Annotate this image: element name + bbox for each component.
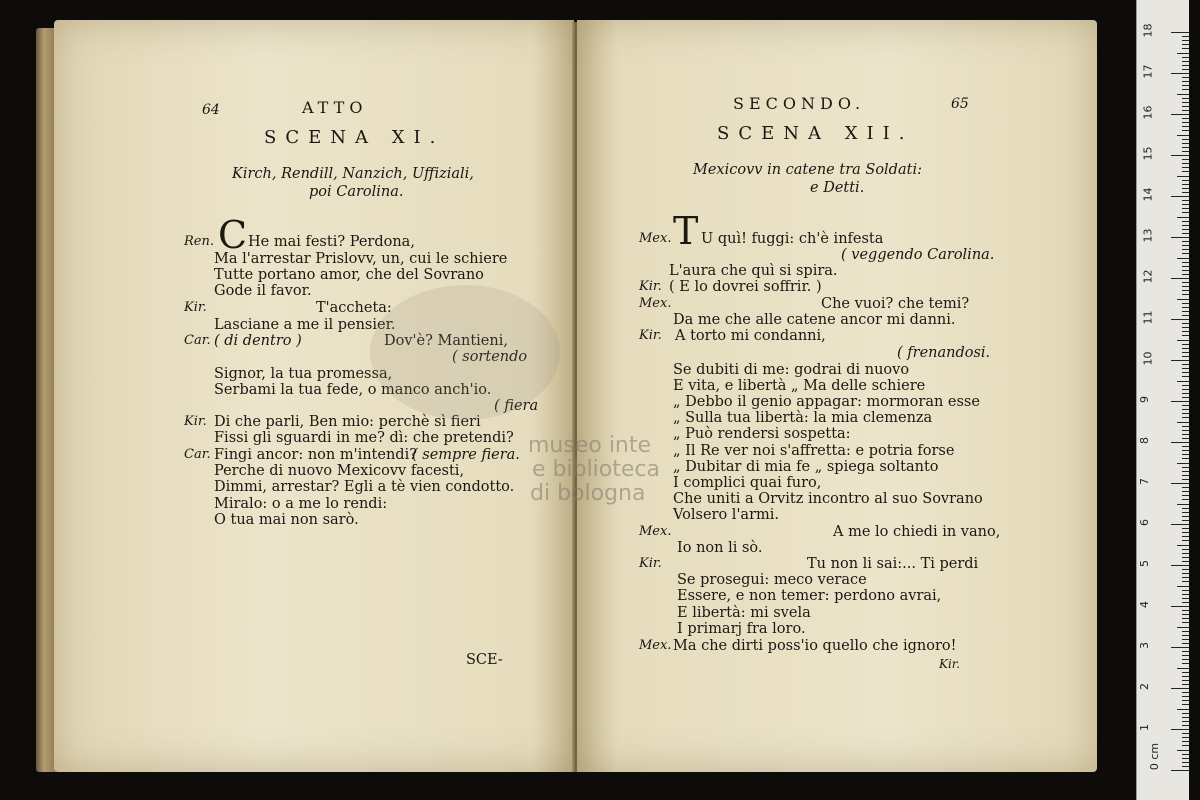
ruler-tick xyxy=(1182,536,1189,537)
ruler-tick xyxy=(1182,676,1189,677)
ruler-tick xyxy=(1182,106,1189,107)
ruler-tick xyxy=(1182,684,1189,685)
ruler-tick xyxy=(1182,188,1189,189)
ruler-tick xyxy=(1171,688,1189,689)
ruler-tick xyxy=(1182,475,1189,476)
ruler-tick xyxy=(1182,163,1189,164)
ruler-tick xyxy=(1182,335,1189,336)
ruler-label: 11 xyxy=(1141,310,1155,325)
verse-line: Serbami la tua fede, o manco anch'io. xyxy=(214,382,492,398)
ruler-label: 7 xyxy=(1138,478,1151,485)
catchword: SCE- xyxy=(466,652,503,668)
catchword: Kir. xyxy=(939,657,961,671)
ruler-tick xyxy=(1182,733,1189,734)
ruler-tick xyxy=(1182,754,1189,755)
verse-line: Ma l'arrestar Prislovv, un, cui le schiere xyxy=(214,251,508,267)
ruler-tick xyxy=(1182,204,1189,205)
ruler-tick xyxy=(1182,192,1189,193)
ruler-tick xyxy=(1182,557,1189,558)
verse-line: Ma che dirti poss'io quello che ignoro! xyxy=(673,638,957,654)
ruler-label: 2 xyxy=(1138,683,1151,690)
ruler-tick xyxy=(1182,352,1189,353)
ruler-tick xyxy=(1182,762,1189,763)
drop-cap: T xyxy=(673,209,699,253)
ruler-tick xyxy=(1171,73,1189,74)
verse-line: „ Può rendersi sospetta: xyxy=(673,426,851,442)
ruler-tick xyxy=(1182,458,1189,459)
ruler-tick xyxy=(1177,299,1189,300)
speaker-label: Kir. xyxy=(184,414,207,429)
verse-line: Lasciane a me il pensier. xyxy=(214,317,396,333)
ruler-tick xyxy=(1171,524,1189,525)
ruler-tick xyxy=(1182,303,1189,304)
ruler-tick xyxy=(1182,618,1189,619)
verse-line: Dimmi, arrestar? Egli a tè vien condotto. xyxy=(214,479,515,495)
verse-line: He mai festi? Perdona, xyxy=(248,234,415,250)
ruler-tick xyxy=(1182,569,1189,570)
ruler-label: 0 cm xyxy=(1148,742,1162,771)
ruler-tick xyxy=(1182,713,1189,714)
ruler-tick xyxy=(1171,32,1189,33)
ruler-label: 6 xyxy=(1138,519,1151,526)
ruler-tick xyxy=(1182,454,1189,455)
verse-line: U quì! fuggi: ch'è infesta xyxy=(701,231,884,247)
ruler-tick xyxy=(1182,159,1189,160)
ruler-tick xyxy=(1182,700,1189,701)
ruler-tick xyxy=(1182,389,1189,390)
left-scene-title: SCENA XI. xyxy=(264,127,445,148)
ruler-tick xyxy=(1171,237,1189,238)
ruler-tick xyxy=(1182,65,1189,66)
speaker-label: Kir. xyxy=(639,556,662,571)
ruler-tick xyxy=(1182,229,1189,230)
ruler-tick xyxy=(1177,258,1189,259)
speaker-label: Mex. xyxy=(639,296,672,311)
verse-line: L'aura che quì si spira. xyxy=(669,263,838,279)
ruler-tick xyxy=(1177,381,1189,382)
ruler-tick xyxy=(1182,180,1189,181)
ruler-tick xyxy=(1182,147,1189,148)
ruler-label: 12 xyxy=(1141,269,1155,284)
ruler-tick xyxy=(1182,417,1189,418)
ruler-label: 18 xyxy=(1141,23,1155,38)
verse-line: E libertà: mi svela xyxy=(677,605,811,621)
ruler-tick xyxy=(1177,668,1189,669)
ruler-tick xyxy=(1182,573,1189,574)
ruler-label: 10 xyxy=(1141,351,1155,366)
verse-line: Essere, e non temer: perdono avrai, xyxy=(677,588,942,604)
ruler-tick xyxy=(1182,590,1189,591)
ruler-tick xyxy=(1182,126,1189,127)
ruler-tick xyxy=(1171,196,1189,197)
watermark-line: di bologna xyxy=(530,481,646,506)
ruler-tick xyxy=(1171,442,1189,443)
ruler-tick xyxy=(1182,167,1189,168)
ruler-tick xyxy=(1182,151,1189,152)
ruler-tick xyxy=(1182,331,1189,332)
ruler-tick xyxy=(1182,241,1189,242)
ruler-tick xyxy=(1177,586,1189,587)
ruler-tick xyxy=(1182,376,1189,377)
verse-line: Se dubiti di me: godrai di nuovo xyxy=(673,362,910,378)
ruler-tick xyxy=(1171,483,1189,484)
ruler-tick xyxy=(1182,311,1189,312)
ruler-tick xyxy=(1182,561,1189,562)
ruler-tick xyxy=(1177,94,1189,95)
ruler-tick xyxy=(1171,729,1189,730)
ruler-tick xyxy=(1182,704,1189,705)
ruler-tick xyxy=(1171,401,1189,402)
ruler-tick xyxy=(1182,397,1189,398)
verse-line: T'accheta: xyxy=(316,300,392,316)
right-scene-title: SCENA XII. xyxy=(717,123,914,144)
stage-direction: ( di dentro ) xyxy=(214,333,302,349)
ruler-tick xyxy=(1182,294,1189,295)
ruler-tick xyxy=(1182,598,1189,599)
ruler-tick xyxy=(1182,602,1189,603)
ruler-tick xyxy=(1182,758,1189,759)
verse-line: „ Il Re ver noi s'affretta: e potria forse xyxy=(673,443,955,459)
ruler-tick xyxy=(1182,717,1189,718)
ruler-tick xyxy=(1182,36,1189,37)
ruler-label: 14 xyxy=(1141,187,1155,202)
verse-line: E vita, e libertà „ Ma delle schiere xyxy=(673,378,926,394)
verse-line: O tua mai non sarò. xyxy=(214,512,359,528)
ruler-tick xyxy=(1182,639,1189,640)
ruler-tick xyxy=(1177,504,1189,505)
ruler-tick xyxy=(1182,745,1189,746)
verse-line: I primarj fra loro. xyxy=(677,621,806,637)
ruler-tick xyxy=(1177,750,1189,751)
ruler-label: 8 xyxy=(1138,437,1151,444)
left-running-head: ATTO xyxy=(302,98,368,117)
ruler-tick xyxy=(1182,471,1189,472)
ruler-tick xyxy=(1182,446,1189,447)
ruler-tick xyxy=(1182,385,1189,386)
ruler-tick xyxy=(1182,40,1189,41)
ruler-tick xyxy=(1182,721,1189,722)
ruler-tick xyxy=(1182,171,1189,172)
ruler-tick xyxy=(1182,225,1189,226)
ruler-tick xyxy=(1182,102,1189,103)
verse-line: Fissi gli sguardi in me? dì: che pretendi? xyxy=(214,430,514,446)
stage-direction: ( sortendo xyxy=(452,349,528,365)
right-characters-line2: e Detti. xyxy=(810,180,865,196)
ruler-tick xyxy=(1182,143,1189,144)
speaker-label: Car. xyxy=(184,333,211,348)
ruler-tick xyxy=(1182,450,1189,451)
ruler-tick xyxy=(1182,405,1189,406)
speaker-label: Mex. xyxy=(639,524,672,539)
ruler-tick xyxy=(1182,118,1189,119)
ruler-tick xyxy=(1182,741,1189,742)
ruler-tick xyxy=(1182,290,1189,291)
ruler-tick xyxy=(1182,520,1189,521)
ruler-tick xyxy=(1182,344,1189,345)
ruler-tick xyxy=(1182,766,1189,767)
verse-line: Tu non li sai:... Ti perdi xyxy=(807,556,979,572)
ruler-tick xyxy=(1182,495,1189,496)
ruler-label: 15 xyxy=(1141,146,1155,161)
ruler-tick xyxy=(1182,622,1189,623)
verse-line: Gode il favor. xyxy=(214,283,312,299)
ruler-tick xyxy=(1182,233,1189,234)
verse-line: I complici quai furo, xyxy=(673,475,822,491)
verse-line: Signor, la tua promessa, xyxy=(214,366,393,382)
ruler-tick xyxy=(1182,249,1189,250)
ruler-tick xyxy=(1182,61,1189,62)
verse-line: A torto mi condanni, xyxy=(675,328,826,344)
verse-line: Io non li sò. xyxy=(677,540,763,556)
ruler-tick xyxy=(1182,356,1189,357)
verse-line: Miralo: o a me lo rendi: xyxy=(214,496,388,512)
ruler-tick xyxy=(1171,114,1189,115)
ruler-tick xyxy=(1182,245,1189,246)
ruler-tick xyxy=(1182,692,1189,693)
right-page xyxy=(577,20,1097,772)
ruler-tick xyxy=(1182,631,1189,632)
verse-line: Volsero l'armi. xyxy=(673,507,779,523)
ruler-tick xyxy=(1182,364,1189,365)
ruler-tick xyxy=(1182,663,1189,664)
ruler-tick xyxy=(1182,44,1189,45)
left-characters-line2: poi Carolina. xyxy=(309,184,404,200)
ruler-tick xyxy=(1182,48,1189,49)
ruler-tick xyxy=(1182,212,1189,213)
verse-line: Dov'è? Mantieni, xyxy=(384,333,508,349)
ruler-tick xyxy=(1171,278,1189,279)
verse-line: „ Dubitar di mia fe „ spiega soltanto xyxy=(673,459,939,475)
ruler-tick xyxy=(1182,323,1189,324)
ruler-tick xyxy=(1182,69,1189,70)
speaker-label: Mex. xyxy=(639,638,672,653)
ruler-tick xyxy=(1177,627,1189,628)
ruler-tick xyxy=(1182,315,1189,316)
ruler-tick xyxy=(1171,565,1189,566)
verse-line: Da me che alle catene ancor mi danni. xyxy=(673,312,956,328)
ruler-tick xyxy=(1182,282,1189,283)
ruler-tick xyxy=(1182,208,1189,209)
ruler-tick xyxy=(1182,413,1189,414)
ruler-tick xyxy=(1182,409,1189,410)
ruler-tick xyxy=(1171,770,1189,771)
drop-cap: C xyxy=(218,213,248,257)
verse-line: ( E lo dovrei soffrir. ) xyxy=(669,279,822,295)
ruler-tick xyxy=(1171,155,1189,156)
ruler-tick xyxy=(1182,307,1189,308)
speaker-label: Kir. xyxy=(639,328,662,343)
ruler-tick xyxy=(1177,463,1189,464)
verse-line: „ Sulla tua libertà: la mia clemenza xyxy=(673,410,933,426)
ruler-tick xyxy=(1171,360,1189,361)
ruler-tick xyxy=(1182,680,1189,681)
ruler-tick xyxy=(1177,340,1189,341)
ruler-tick xyxy=(1182,372,1189,373)
speaker-label: Mex. xyxy=(639,231,672,246)
ruler-tick xyxy=(1182,553,1189,554)
speaker-label: Kir. xyxy=(639,279,662,294)
ruler-tick xyxy=(1182,77,1189,78)
ruler-label: 4 xyxy=(1138,601,1151,608)
ruler-tick xyxy=(1182,467,1189,468)
ruler-tick xyxy=(1182,528,1189,529)
verse-line: Tutte portano amor, che del Sovrano xyxy=(214,267,484,283)
ruler-tick xyxy=(1182,253,1189,254)
ruler-tick xyxy=(1177,53,1189,54)
ruler-tick xyxy=(1182,426,1189,427)
ruler-tick xyxy=(1182,651,1189,652)
ruler-tick xyxy=(1182,89,1189,90)
ruler-tick xyxy=(1182,438,1189,439)
verse-line: „ Debbo il genio appagar: mormoran esse xyxy=(673,394,980,410)
ruler-tick xyxy=(1182,610,1189,611)
ruler-tick xyxy=(1182,512,1189,513)
ruler-tick xyxy=(1182,393,1189,394)
ruler-tick xyxy=(1171,606,1189,607)
ruler-tick xyxy=(1182,614,1189,615)
stage-direction: ( fiera xyxy=(494,398,539,414)
ruler-tick xyxy=(1182,508,1189,509)
book-page-edges xyxy=(36,28,56,772)
ruler-tick xyxy=(1182,487,1189,488)
ruler-tick xyxy=(1182,479,1189,480)
ruler-tick xyxy=(1182,499,1189,500)
ruler-tick xyxy=(1182,368,1189,369)
stage-direction: ( veggendo Carolina. xyxy=(841,247,995,263)
ruler-tick xyxy=(1182,262,1189,263)
ruler-label: 9 xyxy=(1138,396,1151,403)
ruler-tick xyxy=(1177,545,1189,546)
ruler-tick xyxy=(1177,135,1189,136)
ruler-tick xyxy=(1182,434,1189,435)
ruler-tick xyxy=(1182,98,1189,99)
verse-line: Che uniti a Orvitz incontro al suo Sovrano xyxy=(673,491,983,507)
speaker-label: Ren. xyxy=(184,234,214,249)
ruler-tick xyxy=(1182,270,1189,271)
ruler-tick xyxy=(1182,221,1189,222)
ruler-tick xyxy=(1182,286,1189,287)
speaker-label: Kir. xyxy=(184,300,207,315)
ruler-tick xyxy=(1182,81,1189,82)
ruler-tick xyxy=(1182,581,1189,582)
speaker-label: Car. xyxy=(184,447,211,462)
ruler-label: 5 xyxy=(1138,560,1151,567)
watermark-logo xyxy=(370,285,560,420)
watermark-line: museo inte xyxy=(528,433,652,458)
verse-line: Che vuoi? che temi? xyxy=(821,296,970,312)
verse-line: A me lo chiedi in vano, xyxy=(833,524,1001,540)
ruler-tick xyxy=(1182,139,1189,140)
ruler-tick xyxy=(1182,348,1189,349)
ruler-tick xyxy=(1182,85,1189,86)
open-book xyxy=(36,20,1100,780)
left-characters-line1: Kirch, Rendill, Nanzich, Uffiziali, xyxy=(232,166,474,182)
stage-direction: ( sempre fiera. xyxy=(412,447,520,463)
ruler-tick xyxy=(1182,549,1189,550)
ruler-tick xyxy=(1182,696,1189,697)
ruler-tick xyxy=(1182,532,1189,533)
ruler-tick xyxy=(1182,655,1189,656)
ruler-tick xyxy=(1182,122,1189,123)
ruler-tick xyxy=(1177,176,1189,177)
ruler-label: 13 xyxy=(1141,228,1155,243)
right-page-number: 65 xyxy=(951,96,969,112)
ruler-tick xyxy=(1182,577,1189,578)
ruler-tick xyxy=(1182,327,1189,328)
ruler-tick xyxy=(1182,430,1189,431)
watermark-line: e biblioteca xyxy=(532,457,660,482)
ruler-tick xyxy=(1182,540,1189,541)
ruler-tick xyxy=(1171,319,1189,320)
left-page-number: 64 xyxy=(202,102,220,118)
ruler-tick xyxy=(1182,110,1189,111)
ruler-tick xyxy=(1182,659,1189,660)
ruler-tick xyxy=(1182,57,1189,58)
ruler-tick xyxy=(1182,266,1189,267)
ruler-tick xyxy=(1182,130,1189,131)
ruler-tick xyxy=(1182,672,1189,673)
verse-line: Se prosegui: meco verace xyxy=(677,572,867,588)
right-running-head: SECONDO. xyxy=(733,94,866,113)
ruler-tick xyxy=(1182,643,1189,644)
ruler-tick xyxy=(1182,737,1189,738)
verse-line: Perche di nuovo Mexicovv facesti, xyxy=(214,463,465,479)
ruler-tick xyxy=(1182,635,1189,636)
ruler-tick xyxy=(1182,594,1189,595)
ruler-tick xyxy=(1182,274,1189,275)
right-characters-line1: Mexicovv in catene tra Soldati: xyxy=(693,162,922,178)
ruler-tick xyxy=(1171,647,1189,648)
ruler-label: 1 xyxy=(1138,724,1151,731)
stage-direction: ( frenandosi. xyxy=(897,345,991,361)
ruler-tick xyxy=(1177,422,1189,423)
verse-line: Fingi ancor: non m'intendi? xyxy=(214,447,417,463)
ruler-tick xyxy=(1182,516,1189,517)
ruler-tick xyxy=(1177,217,1189,218)
ruler-tick xyxy=(1182,725,1189,726)
ruler-label: 3 xyxy=(1138,642,1151,649)
ruler-tick xyxy=(1182,200,1189,201)
verse-line: Di che parli, Ben mio: perchè sì fieri xyxy=(214,414,481,430)
ruler-label: 16 xyxy=(1141,105,1155,120)
ruler-tick xyxy=(1177,709,1189,710)
ruler-tick xyxy=(1182,184,1189,185)
ruler-tick xyxy=(1182,491,1189,492)
ruler-label: 17 xyxy=(1141,64,1155,79)
measurement-ruler xyxy=(1136,0,1189,800)
